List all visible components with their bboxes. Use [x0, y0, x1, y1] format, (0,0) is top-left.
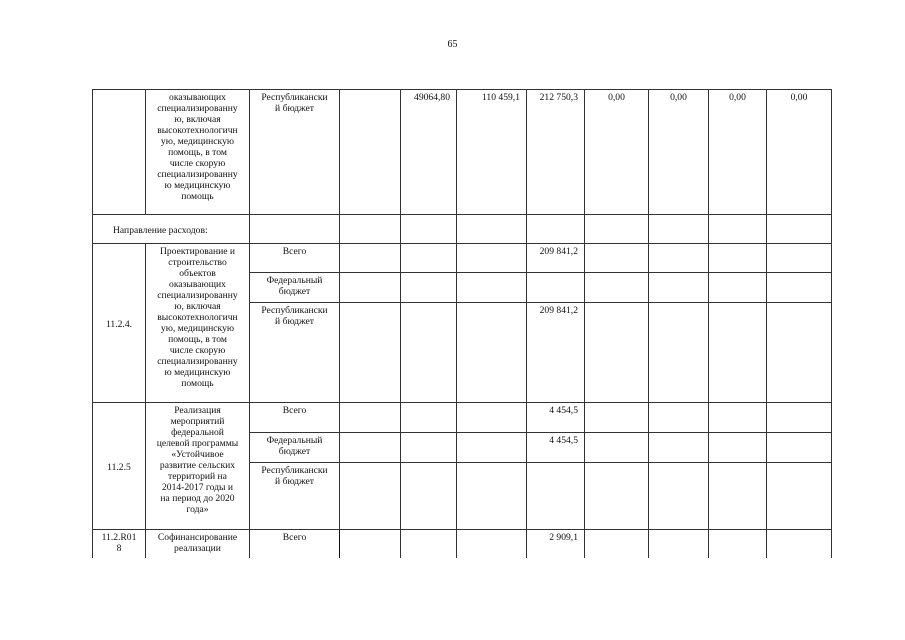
- value-cell: [585, 530, 649, 558]
- value-cell: [457, 215, 527, 244]
- value-cell: [401, 273, 457, 303]
- row-code-cell: 11.2.4.: [93, 244, 146, 403]
- value-cell: [585, 303, 649, 403]
- value-cell: [767, 433, 832, 463]
- value-cell: [709, 463, 767, 530]
- section-label-cell: Направление расходов:: [93, 215, 250, 244]
- value-cell: 49064,80: [401, 90, 457, 215]
- value-cell: [585, 463, 649, 530]
- value-cell: [340, 244, 401, 273]
- value-cell: [340, 463, 401, 530]
- funding-source-cell: Федеральный бюджет: [250, 273, 340, 303]
- value-cell: 0,00: [585, 90, 649, 215]
- value-cell: 0,00: [649, 90, 709, 215]
- value-cell: [709, 530, 767, 558]
- value-cell: [457, 530, 527, 558]
- value-cell: [401, 463, 457, 530]
- value-cell: 209 841,2: [527, 244, 585, 273]
- value-cell: [767, 273, 832, 303]
- value-cell: [527, 273, 585, 303]
- value-cell: [767, 244, 832, 273]
- value-cell: 4 454,5: [527, 433, 585, 463]
- row-code-cell: [93, 90, 146, 215]
- value-cell: [649, 433, 709, 463]
- table-row: [93, 530, 832, 558]
- value-cell: [709, 303, 767, 403]
- value-cell: [401, 303, 457, 403]
- value-cell: 212 750,3: [527, 90, 585, 215]
- value-cell: [340, 433, 401, 463]
- value-cell: [709, 215, 767, 244]
- value-cell: [649, 303, 709, 403]
- value-cell: [340, 530, 401, 558]
- table-row: [93, 244, 832, 273]
- value-cell: [340, 303, 401, 403]
- budget-table: [92, 89, 832, 558]
- value-cell: [340, 273, 401, 303]
- funding-source-cell: [250, 215, 340, 244]
- value-cell: [401, 433, 457, 463]
- value-cell: [649, 244, 709, 273]
- value-cell: [585, 215, 649, 244]
- funding-source-cell: Республикански й бюджет: [250, 303, 340, 403]
- value-cell: 209 841,2: [527, 303, 585, 403]
- value-cell: [401, 530, 457, 558]
- funding-source-cell: Республикански й бюджет: [250, 90, 340, 215]
- value-cell: [767, 530, 832, 558]
- value-cell: [401, 215, 457, 244]
- page-number: 65: [447, 39, 458, 50]
- value-cell: [457, 433, 527, 463]
- value-cell: [457, 244, 527, 273]
- value-cell: [340, 90, 401, 215]
- value-cell: [649, 463, 709, 530]
- value-cell: [457, 273, 527, 303]
- value-cell: [767, 463, 832, 530]
- value-cell: [457, 463, 527, 530]
- value-cell: [527, 215, 585, 244]
- value-cell: 110 459,1: [457, 90, 527, 215]
- value-cell: [649, 215, 709, 244]
- value-cell: 4 454,5: [527, 403, 585, 433]
- funding-source-cell: Республикански й бюджет: [250, 463, 340, 530]
- value-cell: [649, 273, 709, 303]
- value-cell: [585, 273, 649, 303]
- value-cell: [709, 403, 767, 433]
- row-name-cell: Проектирование и строительство объектов оказывающих специализированну ю, включая высокотехнологичн ую, медицинскую помощь, в том числе скорую специализированну ю медицинскую помощь: [146, 244, 250, 403]
- value-cell: [527, 463, 585, 530]
- value-cell: [767, 303, 832, 403]
- row-name-cell: Реализация мероприятий федеральной целевой программы «Устойчивое развитие сельских территорий на 2014-2017 годы и на период до 2020 года»: [146, 403, 250, 530]
- row-name-cell: Софинансирование реализации: [146, 530, 250, 558]
- funding-source-cell: Федеральный бюджет: [250, 433, 340, 463]
- funding-source-cell: Всего: [250, 403, 340, 433]
- value-cell: 2 909,1: [527, 530, 585, 558]
- value-cell: 0,00: [709, 90, 767, 215]
- value-cell: [585, 403, 649, 433]
- value-cell: [401, 403, 457, 433]
- value-cell: [649, 530, 709, 558]
- value-cell: [457, 303, 527, 403]
- value-cell: [709, 273, 767, 303]
- value-cell: [709, 244, 767, 273]
- table-row: [93, 403, 832, 433]
- table-row: [93, 90, 832, 215]
- value-cell: [585, 433, 649, 463]
- value-cell: [457, 403, 527, 433]
- row-name-cell: оказывающих специализированну ю, включая высокотехнологичн ую, медицинскую помощь, в том числе скорую специализированну ю медицинскую помощь: [146, 90, 250, 215]
- value-cell: [340, 403, 401, 433]
- value-cell: [649, 403, 709, 433]
- value-cell: [340, 215, 401, 244]
- funding-source-cell: Всего: [250, 530, 340, 558]
- value-cell: [767, 403, 832, 433]
- table-row: [93, 215, 832, 244]
- value-cell: [585, 244, 649, 273]
- value-cell: 0,00: [767, 90, 832, 215]
- row-code-cell: 11.2.R01 8: [93, 530, 146, 558]
- value-cell: [709, 433, 767, 463]
- value-cell: [767, 215, 832, 244]
- funding-source-cell: Всего: [250, 244, 340, 273]
- row-code-cell: 11.2.5: [93, 403, 146, 530]
- value-cell: [401, 244, 457, 273]
